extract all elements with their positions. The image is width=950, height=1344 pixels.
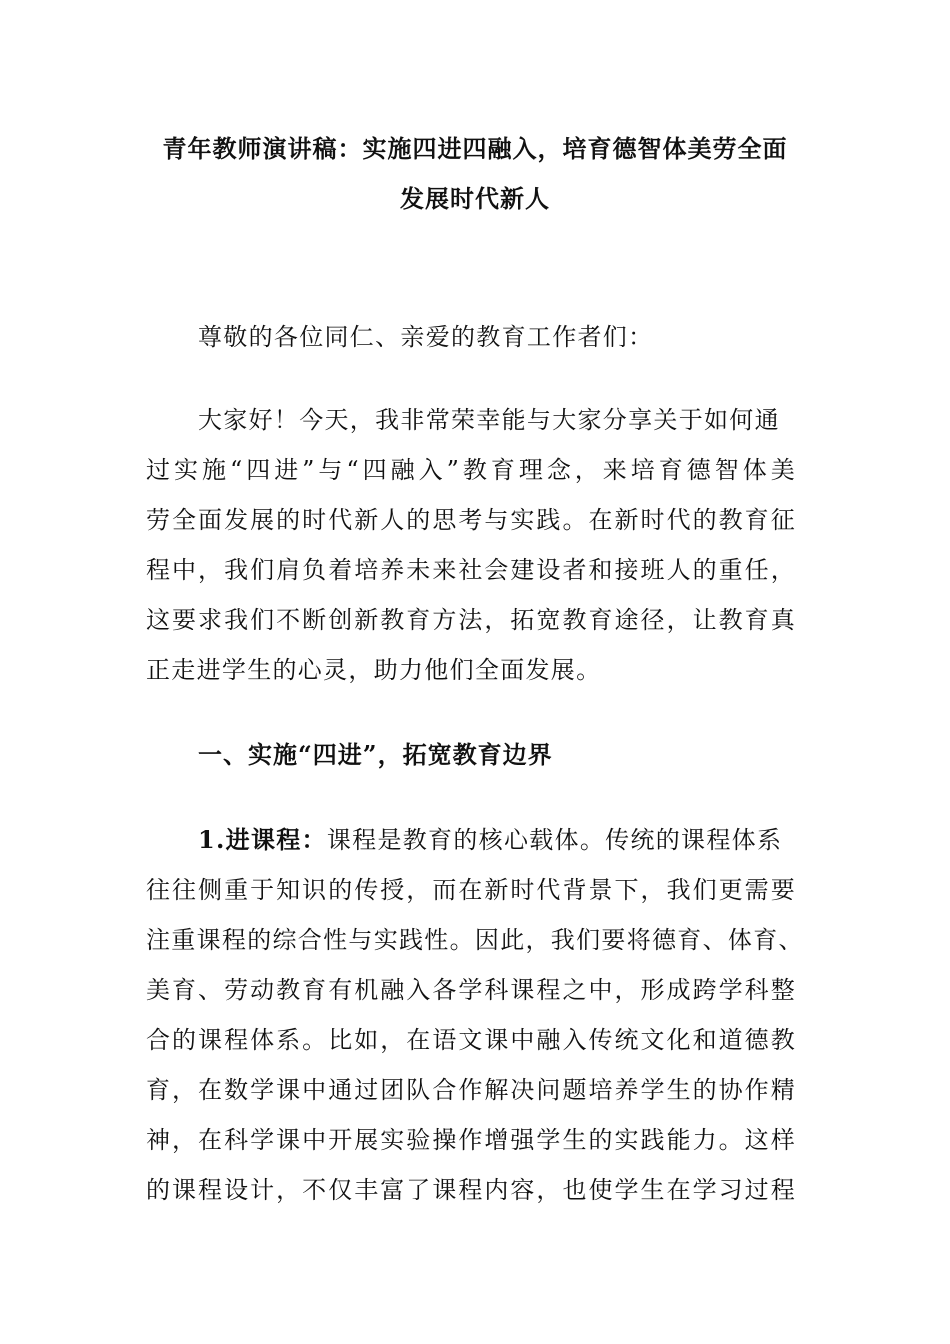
item-1-line: 合的课程体系。比如，在语文课中融入传统文化和道德教 [146,1026,796,1054]
doc-title-line-2: 发展时代新人 [400,184,550,213]
item-1-line: 注重课程的综合性与实践性。因此，我们要将德育、体育、 [146,926,804,954]
item-1-line: 美育、劳动教育有机融入各学科课程之中，形成跨学科整 [146,976,796,1004]
intro-line: 劳全面发展的时代新人的思考与实践。在新时代的教育征 [146,506,796,534]
item-1-line: 神，在科学课中开展实验操作增强学生的实践能力。这样 [146,1126,796,1154]
intro-line: 过实施“四进”与“四融入”教育理念，来培育德智体美 [146,456,796,484]
item-1-label: 1.进课程： [198,825,327,854]
item-1-text: 课程是教育的核心载体。传统的课程体系 [326,826,783,854]
intro-line: 程中，我们肩负着培养未来社会建设者和接班人的重任， [146,556,796,584]
intro-line: 正走进学生的心灵，助力他们全面发展。 [146,656,602,684]
item-1-first-line [198,825,796,854]
item-1-line: 育，在数学课中通过团队合作解决问题培养学生的协作精 [146,1076,796,1104]
doc-title-line-1: 青年教师演讲稿：实施四进四融入，培育德智体美劳全面 [162,134,788,163]
intro-line: 大家好！今天，我非常荣幸能与大家分享关于如何通 [198,406,780,434]
salutation: 尊敬的各位同仁、亲爱的教育工作者们： [198,323,654,351]
section-heading: 一、实施“四进”，拓宽教育边界 [198,740,553,769]
item-1-line: 的课程设计，不仅丰富了课程内容，也使学生在学习过程 [146,1176,796,1204]
item-1-line: 往往侧重于知识的传授，而在新时代背景下，我们更需要 [146,876,796,904]
intro-line: 这要求我们不断创新教育方法，拓宽教育途径，让教育真 [146,606,796,634]
